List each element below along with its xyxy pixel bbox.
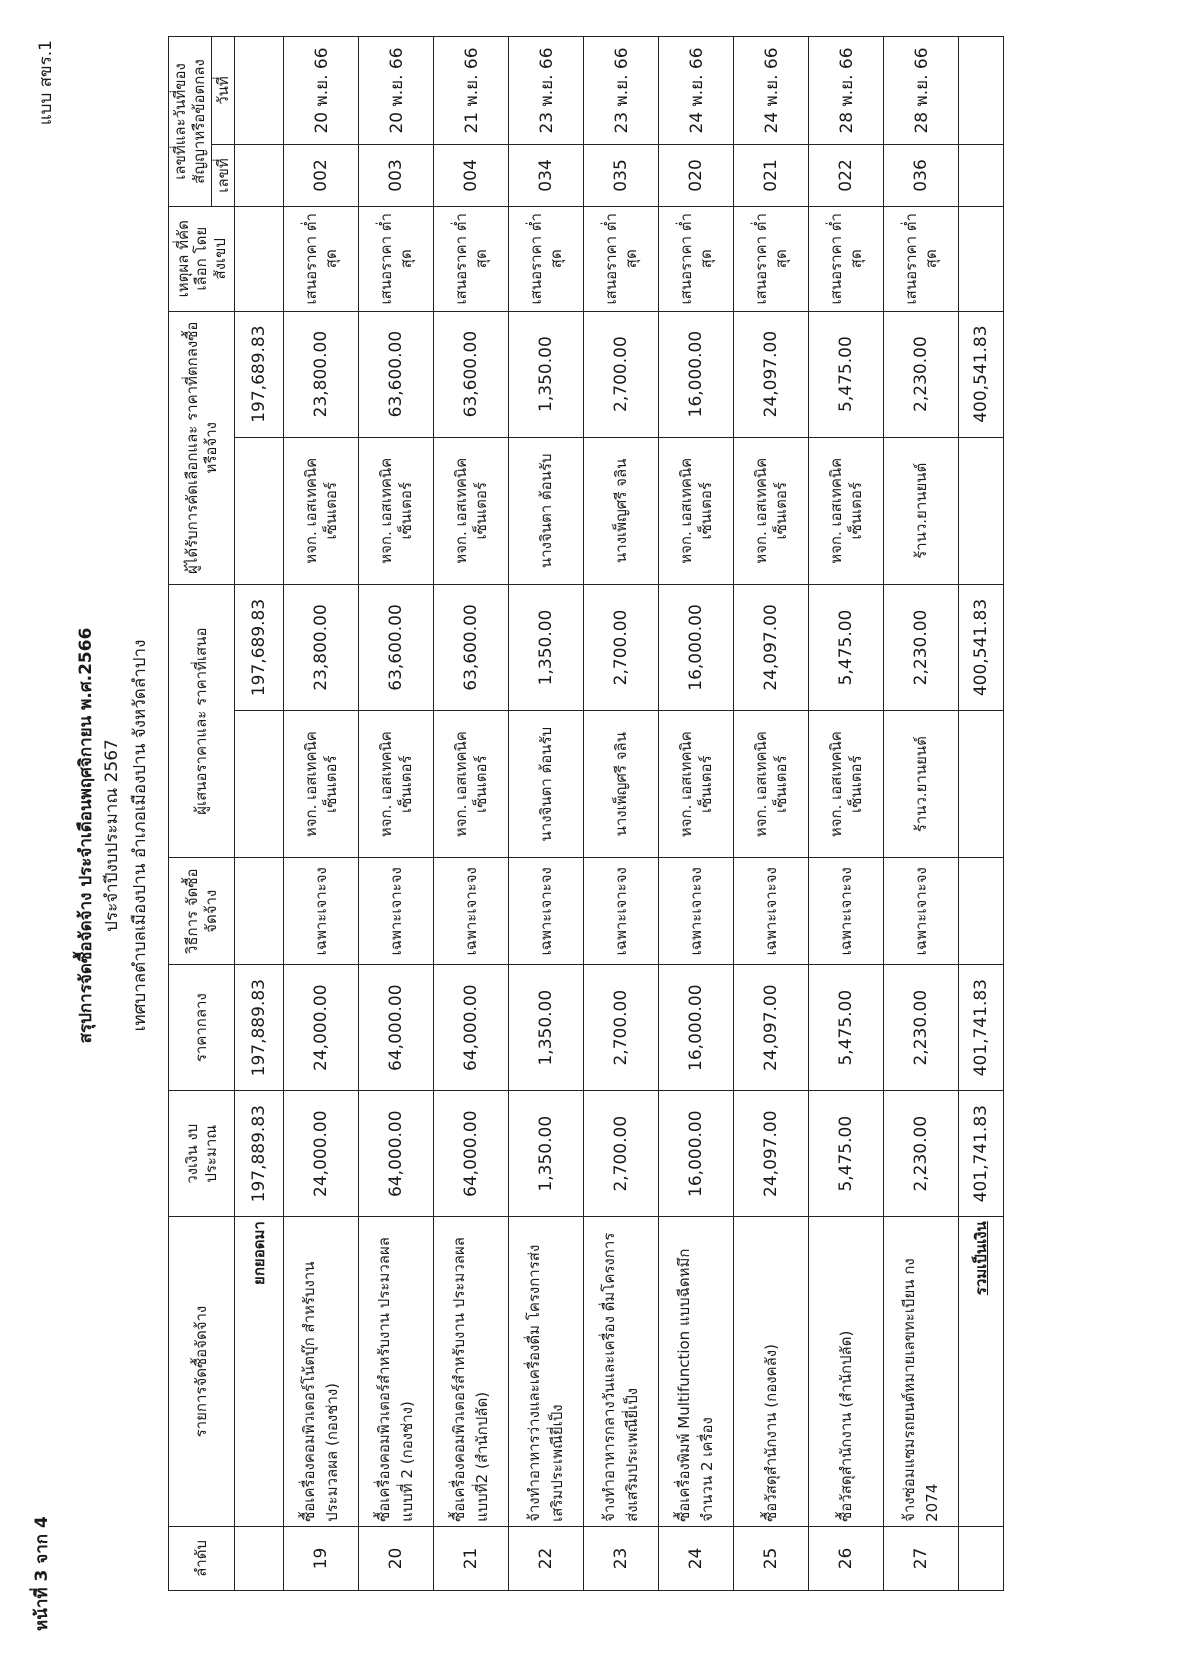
- row-median: 1,350.00: [509, 965, 584, 1091]
- total-bid-amount: 400,541.83: [959, 584, 1004, 710]
- row-contract-date: 21 พ.ย. 66: [434, 37, 509, 145]
- row-budget: 24,097.00: [734, 1091, 809, 1217]
- row-contract-no: 020: [659, 144, 734, 206]
- row-budget: 2,700.00: [584, 1091, 659, 1217]
- row-number: 19: [284, 1526, 359, 1590]
- total-row: [959, 37, 1004, 1591]
- total-label: รวมเป็นเงิน: [972, 1221, 991, 1296]
- row-contract-no: 034: [509, 144, 584, 206]
- col-header-budget: วงเงิน งบประมาณ: [169, 1091, 235, 1217]
- col-header-contract-date: วันที่: [211, 37, 235, 145]
- total-median: 401,741.83: [959, 965, 1004, 1091]
- row-method: เฉพาะเจาะจง: [884, 858, 959, 965]
- row-bid-amount: 16,000.00: [659, 584, 734, 710]
- col-header-bidder: ผู้เสนอราคาและ ราคาที่เสนอ: [169, 584, 235, 857]
- row-budget: 64,000.00: [359, 1091, 434, 1217]
- carry-bid-amount: 197,689.83: [235, 584, 284, 710]
- row-win-amount: 2,230.00: [884, 311, 959, 437]
- fiscal-year-line: ประจำปีงบประมาณ 2567: [102, 739, 122, 932]
- row-bid-amount: 23,800.00: [284, 584, 359, 710]
- row-contract-date: 28 พ.ย. 66: [809, 37, 884, 145]
- row-method: เฉพาะเจาะจง: [659, 858, 734, 965]
- row-item: จ้างซ่อมแซมรถยนต์หมายเลขทะเบียน กง 2074: [884, 1217, 959, 1527]
- row-bid-amount: 1,350.00: [509, 584, 584, 710]
- row-median: 2,230.00: [884, 965, 959, 1091]
- table-row: [434, 37, 509, 1591]
- row-number: 21: [434, 1526, 509, 1590]
- row-bidder: หจก. เอสเทคนิค เซ็นเตอร์: [434, 711, 509, 858]
- row-reason: เสนอราคา ต่ำสุด: [509, 206, 584, 311]
- row-method: เฉพาะเจาะจง: [809, 858, 884, 965]
- row-method: เฉพาะเจาะจง: [584, 858, 659, 965]
- row-budget: 16,000.00: [659, 1091, 734, 1217]
- carry-budget: 197,889.83: [235, 1091, 284, 1217]
- row-median: 24,097.00: [734, 965, 809, 1091]
- row-win-amount: 24,097.00: [734, 311, 809, 437]
- row-budget: 24,000.00: [284, 1091, 359, 1217]
- row-contract-no: 022: [809, 144, 884, 206]
- row-win-amount: 16,000.00: [659, 311, 734, 437]
- table-row: [359, 37, 434, 1591]
- table-row: [584, 37, 659, 1591]
- row-win-amount: 63,600.00: [434, 311, 509, 437]
- row-method: เฉพาะเจาะจง: [734, 858, 809, 965]
- row-bid-amount: 63,600.00: [434, 584, 509, 710]
- row-method: เฉพาะเจาะจง: [509, 858, 584, 965]
- row-reason: เสนอราคา ต่ำสุด: [734, 206, 809, 311]
- col-header-reason: เหตุผล ที่คัดเลือก โดยสังเขป: [169, 206, 235, 311]
- row-bidder: หจก. เอสเทคนิค เซ็นเตอร์: [659, 711, 734, 858]
- row-number: 26: [809, 1526, 884, 1590]
- row-contract-date: 20 พ.ย. 66: [284, 37, 359, 145]
- row-number: 20: [359, 1526, 434, 1590]
- row-item: ซื้อเครื่องคอมพิวเตอร์สำหรับงาน ประมวลผล แบบที่2 (สำนักปลัด): [434, 1217, 509, 1527]
- row-median: 16,000.00: [659, 965, 734, 1091]
- row-win-amount: 2,700.00: [584, 311, 659, 437]
- row-bidder: หจก. เอสเทคนิค เซ็นเตอร์: [809, 711, 884, 858]
- row-winner: ร้านว.ยานยนต์: [884, 437, 959, 584]
- carry-win-amount: 197,689.83: [235, 311, 284, 437]
- row-bidder: หจก. เอสเทคนิค เซ็นเตอร์: [284, 711, 359, 858]
- row-item: ซื้อเครื่องคอมพิวเตอร์โน้ตบุ๊ก สำหรับงานประมวลผล (กองช่าง): [284, 1217, 359, 1527]
- row-winner: หจก. เอสเทคนิค เซ็นเตอร์: [434, 437, 509, 584]
- row-winner: นางเพ็ญศรี จลิน: [584, 437, 659, 584]
- row-winner: หจก. เอสเทคนิค เซ็นเตอร์: [809, 437, 884, 584]
- row-method: เฉพาะเจาะจง: [359, 858, 434, 965]
- row-median: 5,475.00: [809, 965, 884, 1091]
- table-row: [659, 37, 734, 1591]
- table-row: [809, 37, 884, 1591]
- row-bidder: หจก. เอสเทคนิค เซ็นเตอร์: [734, 711, 809, 858]
- col-header-winner: ผู้ได้รับการคัดเลือกและ ราคาที่ตกลงซื้อหรือจ้าง: [169, 311, 235, 584]
- row-win-amount: 5,475.00: [809, 311, 884, 437]
- carry-median: 197,889.83: [235, 965, 284, 1091]
- row-median: 24,000.00: [284, 965, 359, 1091]
- procurement-table: [168, 36, 1004, 1591]
- row-item: ซื้อวัสดุสำนักงาน (กองคลัง): [734, 1217, 809, 1527]
- row-contract-date: 23 พ.ย. 66: [584, 37, 659, 145]
- row-bid-amount: 2,230.00: [884, 584, 959, 710]
- row-reason: เสนอราคา ต่ำสุด: [284, 206, 359, 311]
- table-row: [284, 37, 359, 1591]
- row-bidder: หจก. เอสเทคนิค เซ็นเตอร์: [359, 711, 434, 858]
- page-number: หน้าที่ 3 จาก 4: [32, 1516, 52, 1631]
- row-number: 23: [584, 1526, 659, 1590]
- row-contract-no: 004: [434, 144, 509, 206]
- col-header-median: ราคากลาง: [169, 965, 235, 1091]
- row-contract-no: 003: [359, 144, 434, 206]
- col-header-contract-no: เลขที่: [211, 144, 235, 206]
- row-reason: เสนอราคา ต่ำสุด: [434, 206, 509, 311]
- total-budget: 401,741.83: [959, 1091, 1004, 1217]
- row-median: 64,000.00: [359, 965, 434, 1091]
- carry-forward-row: [235, 37, 284, 1591]
- row-bid-amount: 2,700.00: [584, 584, 659, 710]
- row-method: เฉพาะเจาะจง: [284, 858, 359, 965]
- row-winner: หจก. เอสเทคนิค เซ็นเตอร์: [359, 437, 434, 584]
- row-contract-date: 23 พ.ย. 66: [509, 37, 584, 145]
- row-reason: เสนอราคา ต่ำสุด: [359, 206, 434, 311]
- row-item: จ้างทำอาหารว่างและเครื่องดื่ม โครงการส่งเสริมประเพณียี่เป็ง: [509, 1217, 584, 1527]
- col-header-item: รายการจัดซื้อจัดจ้าง: [169, 1217, 235, 1527]
- row-number: 25: [734, 1526, 809, 1590]
- row-method: เฉพาะเจาะจง: [434, 858, 509, 965]
- row-contract-date: 28 พ.ย. 66: [884, 37, 959, 145]
- row-winner: นางจินตา ต้อนรับ: [509, 437, 584, 584]
- col-header-no: ลำดับ: [169, 1526, 235, 1590]
- row-win-amount: 63,600.00: [359, 311, 434, 437]
- col-header-method: วิธีการ จัดซื้อจัดจ้าง: [169, 858, 235, 965]
- row-contract-no: 035: [584, 144, 659, 206]
- row-budget: 5,475.00: [809, 1091, 884, 1217]
- row-contract-no: 002: [284, 144, 359, 206]
- row-contract-no: 021: [734, 144, 809, 206]
- document-title: สรุปการจัดซื้อจัดจ้าง ประจำเดือนพฤศจิกายน พ.ศ.2566: [76, 627, 96, 1044]
- form-code: แบบ สขร.1: [36, 40, 56, 126]
- row-number: 27: [884, 1526, 959, 1590]
- row-bidder: ร้านว.ยานยนต์: [884, 711, 959, 858]
- row-budget: 64,000.00: [434, 1091, 509, 1217]
- row-budget: 1,350.00: [509, 1091, 584, 1217]
- row-reason: เสนอราคา ต่ำสุด: [584, 206, 659, 311]
- row-reason: เสนอราคา ต่ำสุด: [809, 206, 884, 311]
- total-win-amount: 400,541.83: [959, 311, 1004, 437]
- table-row: [509, 37, 584, 1591]
- table-row: [734, 37, 809, 1591]
- table-row: [884, 37, 959, 1591]
- row-bid-amount: 63,600.00: [359, 584, 434, 710]
- row-median: 2,700.00: [584, 965, 659, 1091]
- row-win-amount: 1,350.00: [509, 311, 584, 437]
- row-win-amount: 23,800.00: [284, 311, 359, 437]
- row-winner: หจก. เอสเทคนิค เซ็นเตอร์: [659, 437, 734, 584]
- row-winner: หจก. เอสเทคนิค เซ็นเตอร์: [734, 437, 809, 584]
- row-item: ซื้อเครื่องคอมพิวเตอร์สำหรับงาน ประมวลผล แบบที่ 2 (กองช่าง): [359, 1217, 434, 1527]
- row-budget: 2,230.00: [884, 1091, 959, 1217]
- row-contract-date: 20 พ.ย. 66: [359, 37, 434, 145]
- row-number: 24: [659, 1526, 734, 1590]
- row-contract-no: 036: [884, 144, 959, 206]
- row-bidder: นางเพ็ญศรี จลิน: [584, 711, 659, 858]
- row-bidder: นางจินตา ต้อนรับ: [509, 711, 584, 858]
- col-header-contract: เลขที่และวันที่ของ สัญญาหรือข้อตกลง: [169, 37, 212, 207]
- row-item: ซื้อเครื่องพิมพ์ Multifunction แบบฉีดหมึก จำนวน 2 เครื่อง: [659, 1217, 734, 1527]
- table-body: [235, 37, 959, 1591]
- row-reason: เสนอราคา ต่ำสุด: [884, 206, 959, 311]
- row-winner: หจก. เอสเทคนิค เซ็นเตอร์: [284, 437, 359, 584]
- row-item: ซื้อวัสดุสำนักงาน (สำนักปลัด): [809, 1217, 884, 1527]
- row-bid-amount: 5,475.00: [809, 584, 884, 710]
- row-number: 22: [509, 1526, 584, 1590]
- row-reason: เสนอราคา ต่ำสุด: [659, 206, 734, 311]
- row-contract-date: 24 พ.ย. 66: [734, 37, 809, 145]
- row-median: 64,000.00: [434, 965, 509, 1091]
- row-bid-amount: 24,097.00: [734, 584, 809, 710]
- organization-line: เทศบาลตำบลเมืองปาน อำเภอเมืองปาน จังหวัดลำปาง: [130, 639, 150, 1032]
- carry-label: ยกยอดมา: [235, 1217, 284, 1527]
- row-contract-date: 24 พ.ย. 66: [659, 37, 734, 145]
- row-item: จ้างทำอาหารกลางวันและเครื่อง ดื่มโครงการส่งเสริมประเพณียี่เป็ง: [584, 1217, 659, 1527]
